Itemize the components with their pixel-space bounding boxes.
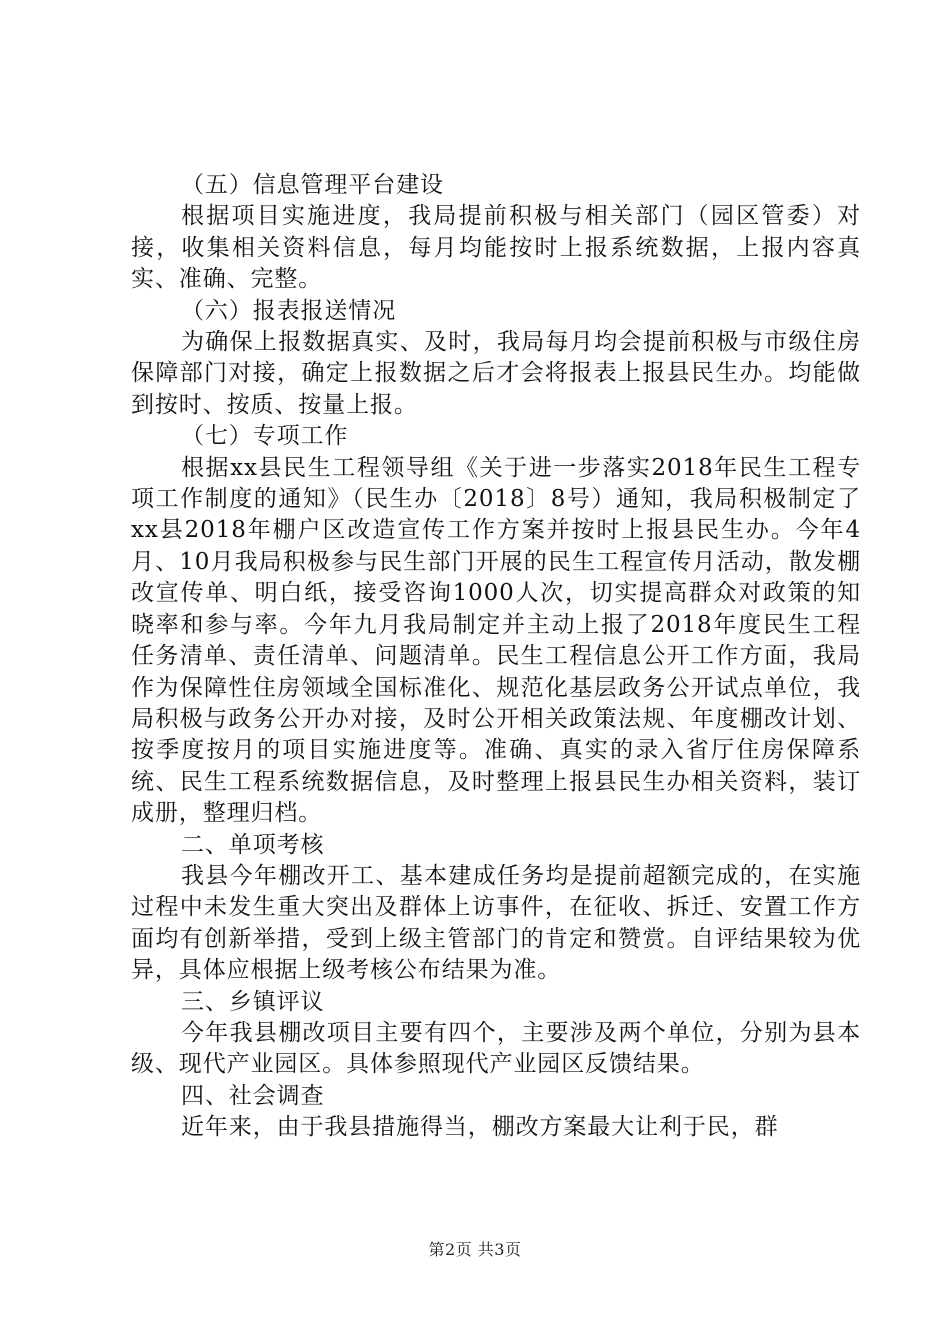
page-number-footer: 第2页 共3页 <box>428 1240 522 1259</box>
paragraph-township-review: 今年我县棚改项目主要有四个，主要涉及两个单位，分别为县本级、现代产业园区。具体参照现代产业园区反馈结果。 <box>131 1019 861 1078</box>
paragraph-special-work: 根据xx县民生工程领导组《关于进一步落实2018年民生工程专项工作制度的通知》（民生办〔2018〕8号）通知，我局积极制定了xx县2018年棚户区改造宣传工作方案并按时上报县民生办。今年4月、10月我局积极参与民生部门开展的民生工程宣传月活动，散发棚改宣传单、明白纸，接受咨询1000人次，切实提高群众对政策的知晓率和参与率。今年九月我局制定并主动上报了2018年度民生工程任务清单、责任清单、问题清单。民生工程信息公开工作方面，我局作为保障性住房领域全国标准化、规范化基层政务公开试点单位，我局积极与政务公开办对接，及时公开相关政策法规、年度棚改计划、按季度按月的项目实施进度等。准确、真实的录入省厅住房保障系统、民生工程系统数据信息，及时整理上报县民生办相关资料，装订成册，整理归档。 <box>131 454 861 827</box>
paragraph-report-submission: 为确保上报数据真实、及时，我局每月均会提前积极与市级住房保障部门对接，确定上报数据之后才会将报表上报县民生办。均能做到按时、按质、按量上报。 <box>131 329 861 418</box>
section-heading-7: （七）专项工作 <box>181 423 349 450</box>
section-heading-social-survey: 四、社会调查 <box>181 1082 325 1109</box>
paragraph-single-assessment: 我县今年棚改开工、基本建成任务均是提前超额完成的，在实施过程中未发生重大突出及群体上访事件，在征收、拆迁、安置工作方面均有创新举措，受到上级主管部门的肯定和赞赏。自评结果较为优异，具体应根据上级考核公布结果为准。 <box>131 862 861 984</box>
section-heading-5: （五）信息管理平台建设 <box>181 172 444 198</box>
section-heading-6: （六）报表报送情况 <box>181 297 397 324</box>
paragraph-info-platform: 根据项目实施进度，我局提前积极与相关部门（园区管委）对接，收集相关资料信息，每月均能按时上报系统数据，上报内容真实、准确、完整。 <box>131 203 861 293</box>
document-body <box>131 170 861 1144</box>
section-heading-township-review: 三、乡镇评议 <box>181 988 325 1015</box>
section-heading-single-assessment: 二、单项考核 <box>181 831 325 858</box>
paragraph-social-survey: 近年来，由于我县措施得当，棚改方案最大让利于民，群 <box>181 1114 779 1141</box>
